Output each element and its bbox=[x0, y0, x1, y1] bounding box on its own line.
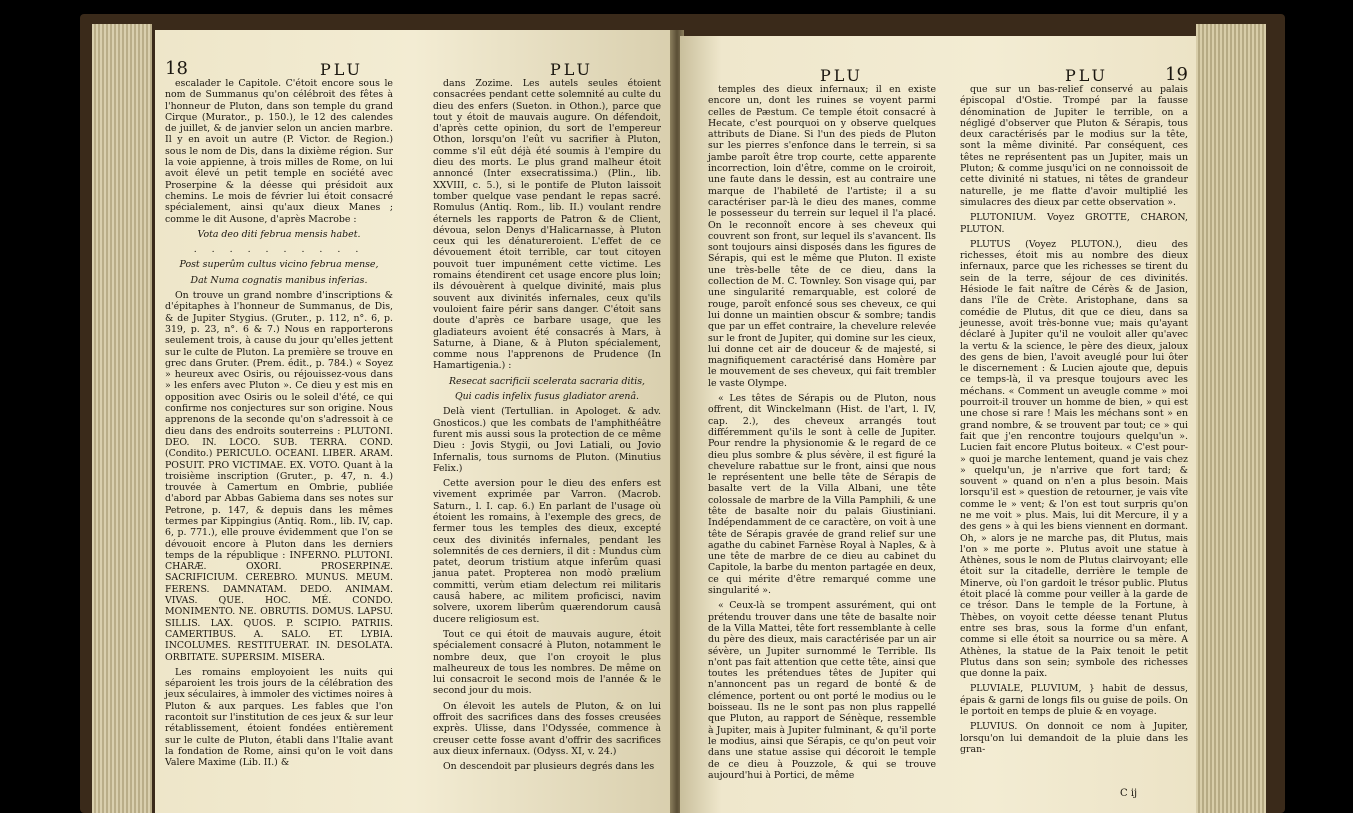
verse-line: Resecat sacrificii scelerata sacraria ditis, bbox=[448, 375, 646, 387]
paragraph: Tout ce qui étoit de mauvais augure, étoit spécialement consacré à Pluton, notamment le nombre deux, que l'on croyoit le plus malheureux de tous les nombres. De même on lui consacroit le second mois de l'année & le second jour du mois. bbox=[433, 628, 661, 697]
left-page-edges bbox=[92, 24, 152, 813]
left-page bbox=[155, 30, 673, 813]
right-page-column-2 bbox=[960, 84, 1188, 759]
paragraph: On trouve un grand nombre d'inscriptions & d'épitaphes à l'honneur de Summanus, de Dis, & de Jupiter Stygius. (Gruter., p. 112, n°. 6, p. 319, p. 23, n°. 6 & 7.) Nous en rapporterons seulement trois, à cause du jour qu'elles jettent sur le culte de Pluton. La première se trouve en grec dans Gruter. (Prem. édit., p. 784.) « Soyez » heureux avec Osiris, ou réjouissez-vous dans » les enfers avec Pluton ». Ce dieu y est mis en opposition avec Osiris ou le soleil d'été, ce qui confirme nos conjectures sur son origine. Nous apprenons de la seconde qu'on s'adressoit à ce dieu dans des endroits souterreins : PLUTONI. DEO. IN. LOCO. SUB. TERRA. COND. (Condito.) PERICULO. OCEANI. LIBER. ARAM. POSUIT. PRO VICTIMAE. EX. VOTO. Quant à la troisième inscription (Gruter., p. 47, n. 4.) trouvée à Camertum en Ombrie, publiée d'abord par Abbas Gabiema dans ses notes sur Petrone, p. 147, & depuis dans les mêmes termes par Kippingius (Antiq. Rom., lib. IV, cap. 6, p. 771.), elle prouve évidemment que l'on se dévouoit encore à Pluton dans les derniers temps de la république : INFERNO. PLUTONI. CHARÆ. OXORI. PROSERPINÆ. SACRIFICIUM. CEREBRO. MUNUS. MEUM. FERENS. DAMNATAM. DEDO. ANIMAM. VIVAS. QUE. HOC. MÉ. CONDO. MONIMENTO. NE. OBRUTIS. DOMUS. LAPSU. SILLIS. LAX. QUOS. P. SCIPIO. PATRIIS. CAMERTIBUS. A. SALO. ET. LYBIA. INCOLUMES. RESTITUERAT. IN. DESOLATA. ORBITATE. SUPERSIM. MISERA. bbox=[165, 290, 393, 663]
paragraph: Delà vient (Tertullian. in Apologet. & adv. Gnosticos.) que les combats de l'amphithéâtre furent mis aussi sous la protection de ce même Dieu : Jovis Stygii, ou Jovi Latiali, ou Jovio Infernalis, tous surnoms de Pluton. (Minutius Felix.) bbox=[433, 406, 661, 474]
paragraph: On descendoit par plusieurs degrés dans les bbox=[443, 761, 655, 773]
paragraph: Cette aversion pour le dieu des enfers est vivement exprimée par Varron. (Macrob. Saturn., l. I. cap. 6.) En parlant de l'usage où étoient les romains, à l'exemple des grecs, de fermer tous les temples des dieux, excepté ceux des divinités infernales, pendant les solemnités de ces derniers, il dit : Mundus cùm patet, deorum tristium atque inferûm quasi janua patet. Propterea non modò prælium committi, verùm etiam delectum rei militaris causâ habere, ac militem proficisci, navim solvere, uxorem liberûm quærendorum causâ ducere religiosum est. bbox=[433, 478, 661, 625]
verse-line: Vota deo diti februa mensis habet. bbox=[197, 228, 361, 240]
paragraph: dans Zozime. Les autels seules étoient consacrées pendant cette solemnité au culte du dieu des enfers (Sueton. in Othon.), parce que tout y étoit de mauvais augure. On défendoit, d'après cette opinion, du sort de l'empereur Othon, lorsqu'on l'eût vu sacrifier à Pluton, comme s'il eût déjà été soumis à l'empire du dieu des morts. Le plus grand malheur étoit annoncé (Inter exsecratissima.) (Plin., lib. XXVIII, c. 5.), si le pontife de Pluton laissoit tomber quelque vase pendant le repas sacré. Romulus (Antiq. Rom., lib. II.) voulant rendre éternels les rapports de Patron & de Client, dévoua, selon Denys d'Halicarnasse, à Pluton ceux qui les dénatureroient. L'effet de ce dévouement étoit terrible, car tout citoyen pouvoit tuer impunément cette victime. Les romains étendirent cet usage encore plus loin; ils dévouèrent à quelque divinité, mais plus souvent aux divinités infernales, ceux qu'ils vouloient faire périr sans danger. C'étoit sans doute d'après ce barbare usage, que les gladiateurs avoient été consacrés à Mars, à Saturne, à Diane, & à Pluton spécialement, comme nous l'apprenons de Prudence (In Hamartigenia.) : bbox=[433, 78, 661, 372]
running-head-right-2: PLU bbox=[1065, 66, 1108, 85]
paragraph: « Les têtes de Sérapis ou de Pluton, nous offrent, dit Winckelmann (Hist. de l'art, l. IV, cap. 2.), des cheveux arrangés tout différemment qu'ils le sont à celle de Jupiter. Pour rendre la physionomie & le regard de ce dieu plus sombre & plus sévère, il est figuré la chevelure rabattue sur le front, ainsi que nous le représentent une belle tête de Sérapis de basalte vert de la Villa Albani, une tête colossale de marbre de la Villa Pamphili, & une tête de basalte noir du palais Giustiniani. Indépendamment de ce caractère, on voit à une tête de Sérapis gravée de grand relief sur une agathe du cabinet Farnèse Royal à Naples, & à une tête de marbre de ce dieu au cabinet du Capitole, la barbe du menton partagée en deux, ce qui mérite d'être remarqué comme une singularité ». bbox=[708, 393, 936, 597]
running-head-right-1: PLU bbox=[820, 66, 863, 85]
running-head-left-1: PLU bbox=[320, 60, 363, 79]
left-page-column-2 bbox=[433, 78, 661, 777]
paragraph: que sur un bas-relief conservé au palais épiscopal d'Ostie. Trompé par la fausse dénomination de Jupiter le terrible, on a négligé d'observer que Pluton & Sérapis, tous deux caractérisés par le modius sur la tête, sont la même divinité. Par conséquent, ces têtes ne représentent pas un Jupiter, mais un Pluton; & comme jusqu'ici on ne connoissoit de cette divinité ni statues, ni têtes de grandeur naturelle, je me flatte d'avoir multiplié les simulacres des dieux par cette observation ». bbox=[960, 84, 1188, 208]
paragraph: PLUTUS (Voyez PLUTON.), dieu des richesses, étoit mis au nombre des dieux infernaux, parce que les richesses se tirent du sein de la terre, séjour de ces divinités. Hésiode le fait naître de Cérès & de Jasion, dans l'île de Crète. Aristophane, dans sa comédie de Plutus, dit que ce dieu, dans sa jeunesse, avoit très-bonne vue; mais qu'ayant déclaré à Jupiter qu'il ne vouloit aller qu'avec la vertu & la science, le père des dieux, jaloux des gens de bien, l'avoit aveuglé pour lui ôter le discernement : & Lucien ajoute que, depuis ce temps-là, il va presque toujours avec les méchans. « Comment un aveugle comme » moi pourroit-il trouver un homme de bien, » qui est une chose si rare ! Mais les méchans sont » en grand nombre, & se trouvent par tout; ce » qui fait que j'en rencontre toujours quelqu'un ». Lucien fait encore Plutus boiteux. « C'est pour- » quoi je marche lentement, quand je vais chez » quelqu'un, je n'arrive que fort tard; & souvent » quand on n'en a plus besoin. Mais lorsqu'il est » question de retourner, je vais vîte comme le » vent; & l'on est tout surpris qu'on ne me voit » plus. Mais, lui dit Mercure, il y a des gens » à qui les biens viennent en dormant. Oh, » alors je ne marche pas, dit Plutus, mais l'on » me porte ». Plutus avoit une statue à Athènes, sous le nom de Plutus clairvoyant; elle étoit sur la citadelle, derrière le temple de Minerve, où l'on gardoit le trésor public. Plutus étoit placé là comme pour veiller à la garde de ce trésor. Dans le temple de la Fortune, à Thèbes, on voyoit cette déesse tenant Plutus entre ses bras, sous la forme d'un enfant, comme si elle étoit sa nourrice ou sa mère. A Athènes, la statue de la Paix tenoit le petit Plutus dans son sein; symbole des richesses que donne la paix. bbox=[960, 238, 1188, 680]
paragraph: PLUVIUS. On donnoit ce nom à Jupiter, lorsqu'on lui demandoit de la pluie dans les gran- bbox=[960, 721, 1188, 755]
page-number-left: 18 bbox=[165, 58, 188, 79]
verse-line: Qui cadis infelix fusus gladiator arenâ. bbox=[454, 391, 640, 403]
right-page-column-1 bbox=[708, 84, 936, 785]
signature-mark: C ij bbox=[1120, 788, 1138, 799]
paragraph: temples des dieux infernaux; il en existe encore un, dont les ruines se voyent parmi celles de Pæstum. Ce temple étoit consacré à Hecate, c'est pourquoi on y observe quelques attributs de Diane. Si l'un des pieds de Pluton sur les pierres s'enfonce dans le terrein, si sa jambe paroît être trop courte, cette apparente incorrection, loin d'être, comme on le croiroit, une faute dans le dessin, est au contraire une marque de l'habileté de l'artiste; il a su caractériser par-là le dieu des manes, comme le possesseur du terrein sur lequel il l'a placé. On le reconnoît encore à ses cheveux qui couvrent son front, sur lequel ils s'avancent. Ils sont toujours ainsi disposés dans les figures de Sérapis, qui est le même que Pluton. Il existe une très-belle tête de ce dieu, dans la collection de M. C. Townley. Son visage qui, par une singularité remarquable, est coloré de rouge, paroît enfoncé sous ses cheveux, ce qui lui donne un maintien obscur & sombre; tandis que par un effet contraire, la chevelure relevée sur le front de Jupiter, qui domine sur les cieux, lui donne cet air de douceur & de majesté, si magnifiquement caractérisé dans Homère par le mouvement de ses cheveux, qui fait trembler le vaste Olympe. bbox=[708, 84, 936, 389]
paragraph: escalader le Capitole. C'étoit encore sous le nom de Summanus qu'on célébroit des fêtes à l'honneur de Pluton, dans son temple du grand Cirque (Murator., p. 150.), le 12 des calendes de juillet, & de janvier selon un ancien marbre. Il y en avoit un autre (P. Victor. de Region.) sous le nom de Dis, dans la dixième région. Sur la voie appienne, à trois milles de Rome, on lui avoit élevé un petit temple en société avec Proserpine & la déesse qui présidoit aux chemins. Le mois de février lui étoit consacré spécialement, ainsi qu'aux dieux Manes ; comme le dit Ausone, d'après Macrobe : bbox=[165, 78, 393, 225]
right-page-edges bbox=[1196, 24, 1266, 813]
paragraph: Les romains employoient les nuits qui séparoient les trois jours de la célébration des jeux séculaires, à immoler des victimes noires à Pluton & aux parques. Les fables que l'on racontoit sur l'institution de ces jeux & sur leur rétablissement, étoient fondées entièrement sur le culte de Pluton, établi dans l'Italie avant la fondation de Rome, ainsi qu'on le voit dans Valere Maxime (Lib. II.) & bbox=[165, 666, 393, 769]
paragraph: « Ceux-là se trompent assurément, qui ont prétendu trouver dans une tête de basalte noir de la Villa Mattei, tête fort ressemblante à celle du père des dieux, mais caractérisée par un air sévère, un Jupiter surnommé le Terrible. Ils n'ont pas fait attention que cette tête, ainsi que toutes les prétendues têtes de Jupiter qui n'annoncent pas un regard de bonté & de clémence, portent ou ont porté le modius ou le boisseau. Ils ne le sont pas non plus rappellé que Pluton, au rapport de Sénèque, ressemble à Jupiter, mais à Jupiter fulminant, & qu'il porte le modius, ainsi que Sérapis, ce qu'on peut voir dans une statue assise qui décoroit le temple de ce dieu à Pouzzole, & qui se trouve aujourd'hui à Portici, de même bbox=[708, 600, 936, 781]
paragraph: On élevoit les autels de Pluton, & on lui offroit des sacrifices dans des fosses creusées exprès. Ulisse, dans l'Odyssée, commence à creuser cette fosse avant d'offrir des sacrifices aux dieux infernaux. (Odyss. XI, v. 24.) bbox=[433, 700, 661, 757]
paragraph: PLUVIALE, PLUVIUM, } habit de dessus, épais & garni de longs fils ou guise de poils. On le portoit en temps de pluie & en voyage. bbox=[960, 683, 1188, 718]
paragraph: PLUTONIUM. Voyez GROTTE, CHARON, PLUTON. bbox=[960, 212, 1188, 235]
left-page-column-1 bbox=[165, 78, 393, 773]
running-head-left-2: PLU bbox=[550, 60, 593, 79]
verse-line: Post superûm cultus vicino februa mense, bbox=[179, 259, 379, 271]
page-number-right: 19 bbox=[1165, 64, 1188, 85]
right-page bbox=[680, 36, 1196, 813]
ellipsis-line: . . . . . . . . . . bbox=[193, 244, 365, 256]
verse-line: Dat Numa cognatis manibus inferias. bbox=[190, 274, 368, 286]
